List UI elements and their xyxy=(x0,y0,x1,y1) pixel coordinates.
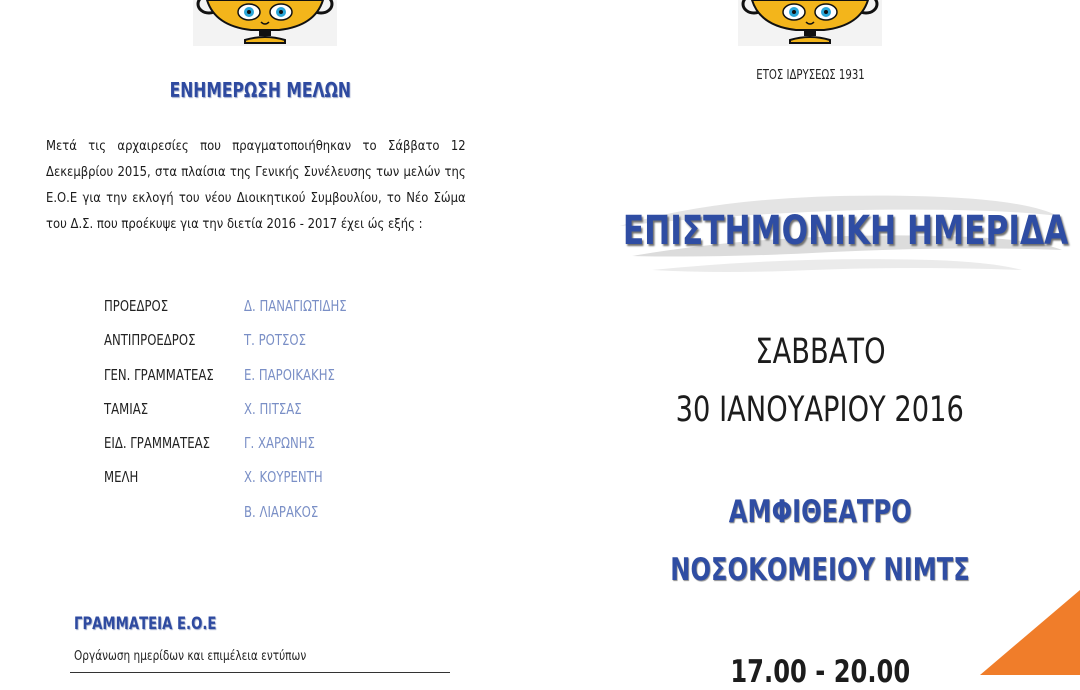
kylix-cup-logo-right xyxy=(738,0,882,46)
event-day: ΣΑΒΒΑΤΟ xyxy=(754,332,886,372)
board-role-treasurer: ΤΑΜΙΑΣ xyxy=(104,400,149,418)
members-update-title xyxy=(0,78,520,102)
board-role-general-secretary: ΓΕΝ. ΓΡΑΜΜΑΤΕΑΣ xyxy=(104,366,214,384)
board-name-president: Δ. ΠΑΝΑΓΙΩΤΙΔΗΣ xyxy=(244,297,347,315)
intro-paragraph xyxy=(46,133,466,237)
founded-year: ΕΤΟΣ ΙΔΡΥΣΕΩΣ 1931 xyxy=(756,68,866,83)
board-name-member-2: Β. ΛΙΑΡΑΚΟΣ xyxy=(244,503,319,521)
divider-line xyxy=(70,672,450,673)
board-role-special-secretary: ΕΙΔ. ΓΡΑΜΜΑΤΕΑΣ xyxy=(104,434,210,452)
board-name-member-1: Χ. ΚΟΥΡΕΝΤΗ xyxy=(244,468,323,486)
board-name-treasurer: Χ. ΠΙΤΣΑΣ xyxy=(244,400,302,418)
secretariat-subtitle: Οργάνωση ημερίδων και επιμέλεια εντύπων xyxy=(74,648,307,664)
board-name-general-secretary: Ε. ΠΑΡΟΙΚΑΚΗΣ xyxy=(244,366,335,384)
event-time: 17.00 - 20.00 xyxy=(730,654,910,690)
venue-line-2: ΝΟΣΟΚΟΜΕΙΟΥ ΝΙΜΤΣ xyxy=(670,552,970,588)
secretariat-title: ΓΡΑΜΜΑΤΕΙΑ Ε.Ο.Ε xyxy=(74,614,217,634)
board-role-members: ΜΕΛΗ xyxy=(104,468,139,486)
members-update-title-text: ΕΝΗΜΕΡΩΣΗ ΜΕΛΩΝ xyxy=(169,78,351,102)
board-name-vice-president: Τ. ΡΟΤΣΟΣ xyxy=(244,331,306,349)
kylix-cup-logo-left xyxy=(193,0,337,46)
board-role-president: ΠΡΟΕΔΡΟΣ xyxy=(104,297,169,315)
board-name-special-secretary: Γ. ΧΑΡΩΝΗΣ xyxy=(244,434,315,452)
board-role-vice-president: ΑΝΤΙΠΡΟΕΔΡΟΣ xyxy=(104,331,196,349)
orange-corner-triangle xyxy=(980,590,1080,675)
venue-line-1: ΑΜΦΙΘΕΑΤΡΟ xyxy=(728,494,912,530)
event-date: 30 ΙΑΝΟΥΑΡΙΟΥ 2016 xyxy=(675,390,965,430)
intro-text: Μετά τις αρχαιρεσίες που πραγματοποιήθηκαν το Σάββατο 12 Δεκεμβρίου 2015, στα πλαίσια της Γενικής Συνέλευσης των μελών της Ε.Ο.Ε για την εκλογή του νέου Διοικητικού Συμβουλίου, το Νέο Σώμα του Δ.Σ. που προέκυψε για την διετία 2016 - 2017 έχει ώς εξής : xyxy=(46,138,466,232)
event-title: ΕΠΙΣΤΗΜΟΝΙΚΗ ΗΜΕΡΙΔΑ xyxy=(622,208,1069,254)
